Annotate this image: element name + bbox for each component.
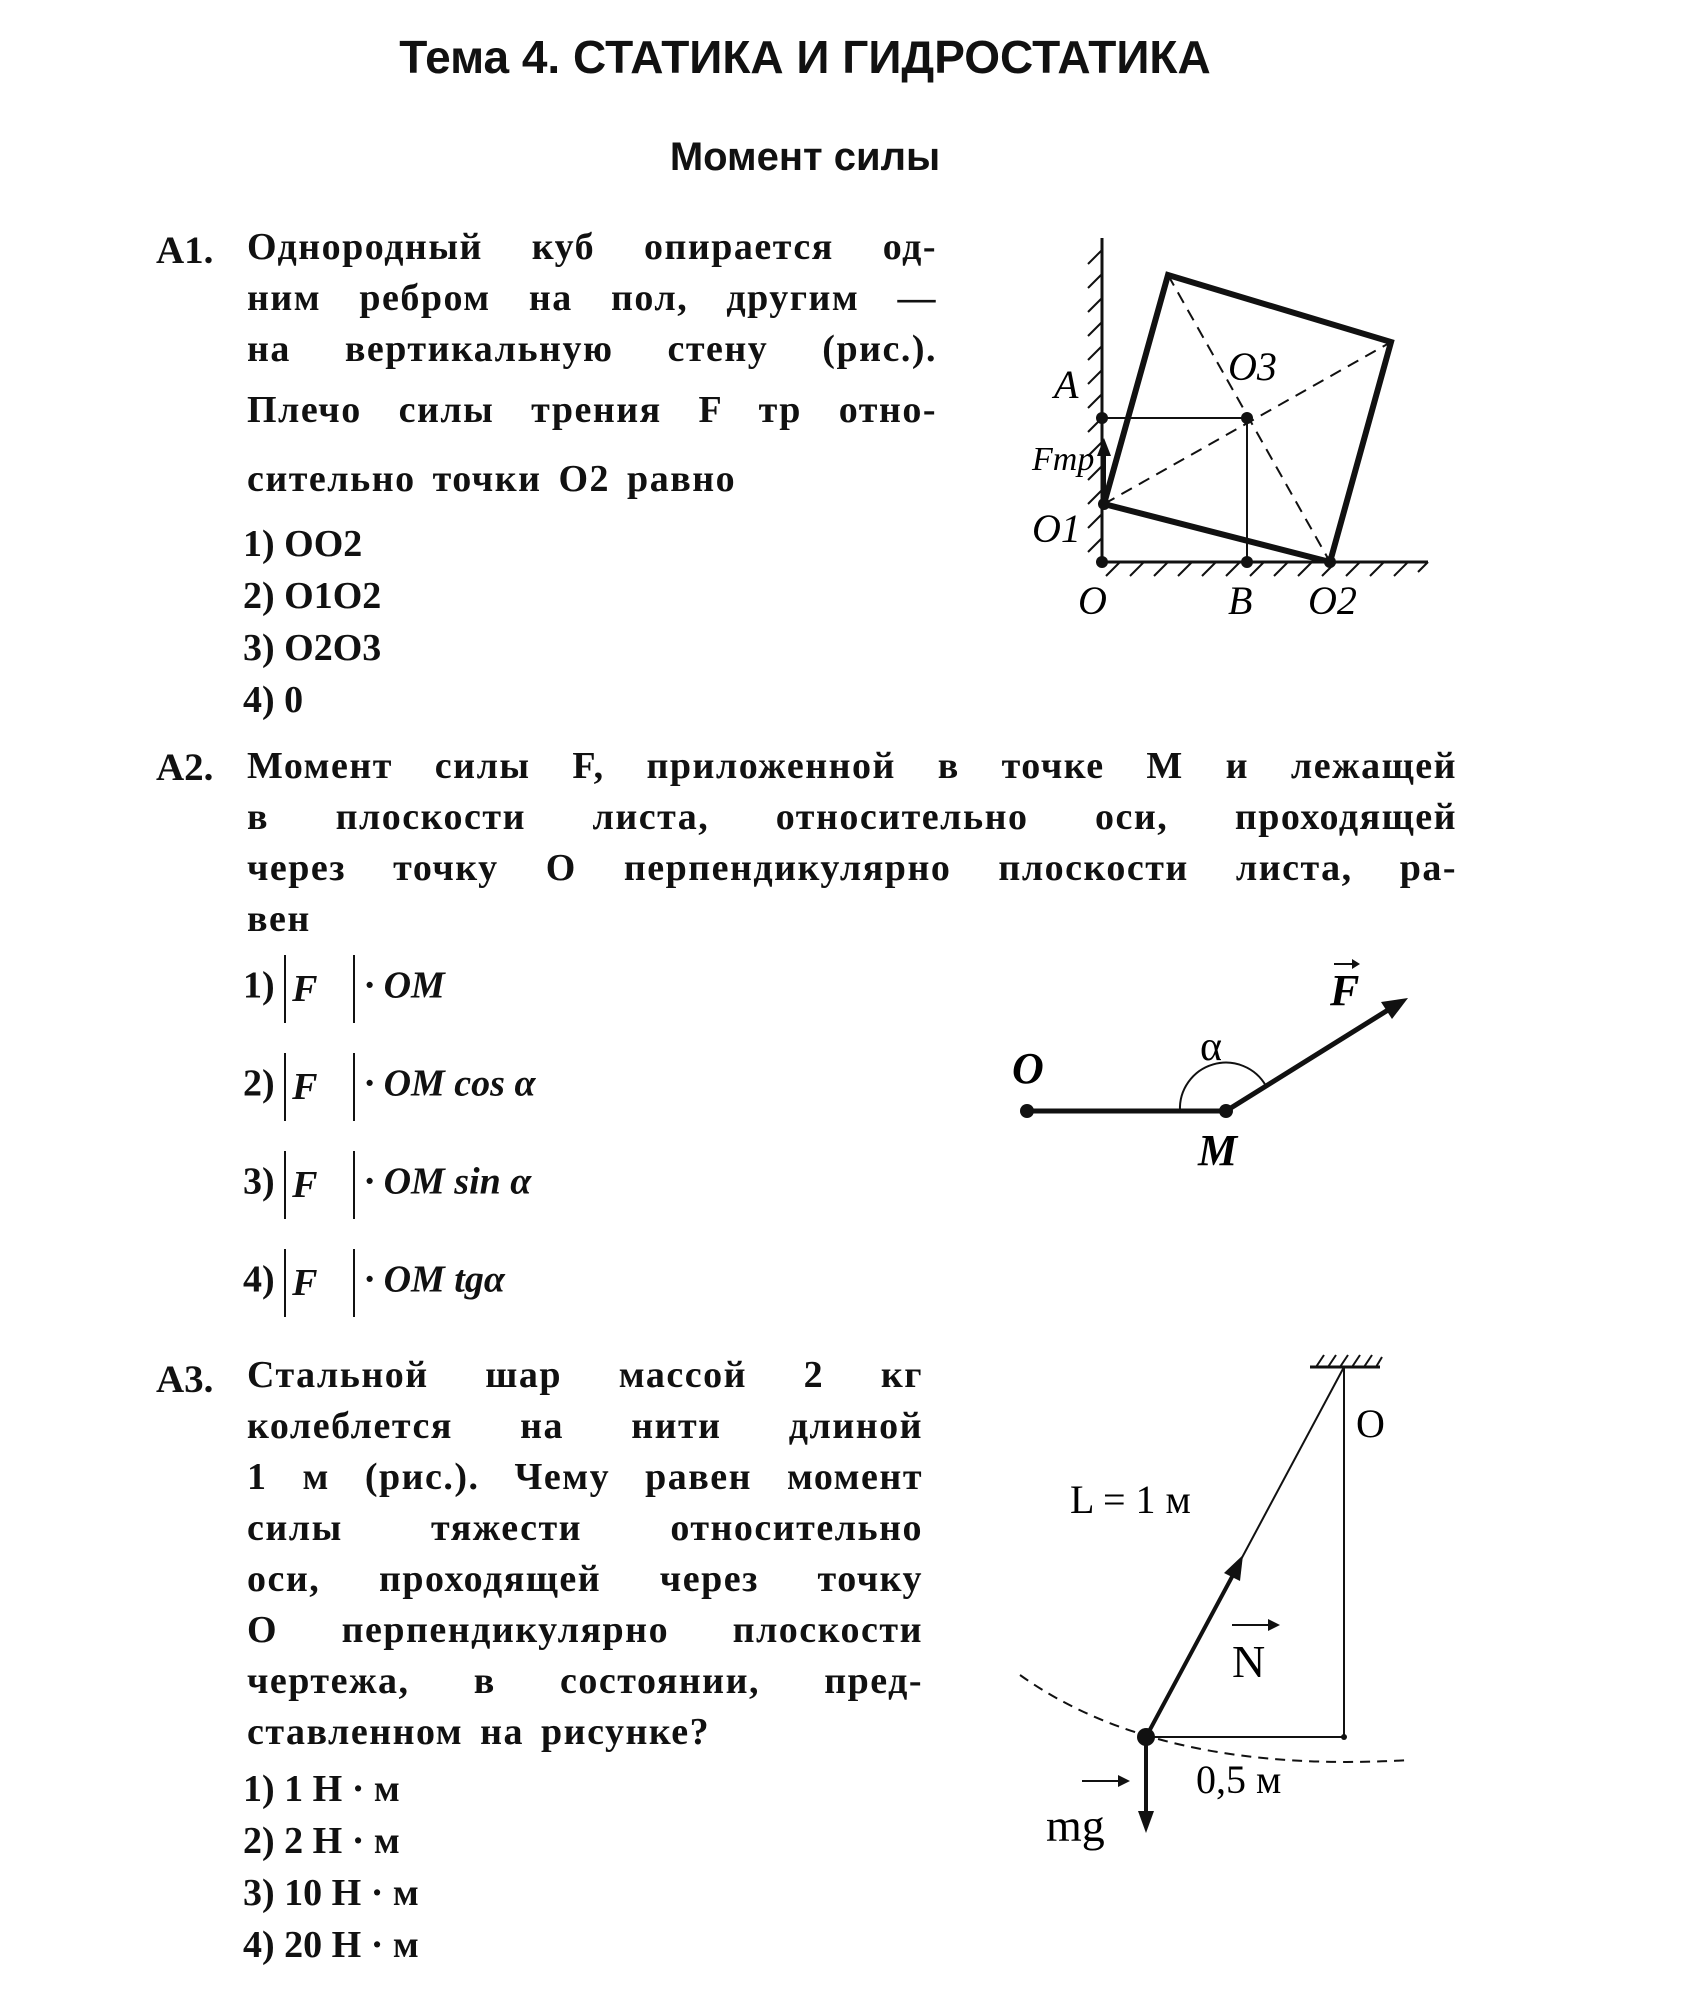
force-magnitude: F⃗ — [284, 1053, 355, 1121]
force-magnitude: F⃗ — [284, 955, 355, 1023]
a1-label-a: A — [1054, 362, 1079, 407]
a3-pendulum-figure — [1010, 1345, 1430, 1865]
a2-force-figure — [1000, 950, 1440, 1190]
force-magnitude: F⃗ — [284, 1249, 355, 1317]
question-a1-number: А1. — [156, 229, 214, 272]
question-a3-line: силы тяжести относительно — [247, 1507, 923, 1549]
a2-option-expression: · OM cos α — [364, 1062, 536, 1105]
a2-label-m: M — [1198, 1126, 1238, 1175]
a1-label-o2: O2 — [1308, 578, 1357, 623]
a3-option-4[interactable]: 4) 20 Н · м — [243, 1924, 419, 1966]
question-a2-line: в плоскости листа, относительно оси, проходящей — [247, 796, 1457, 838]
section-title: Момент силы — [669, 135, 941, 179]
a1-option-2[interactable]: 2) O1O2 — [243, 575, 382, 617]
a2-label-alpha: α — [1200, 1024, 1223, 1070]
a2-option-expression: · OM — [364, 964, 445, 1007]
a1-option-3[interactable]: 3) O2O3 — [243, 627, 382, 669]
question-a3-number: А3. — [156, 1358, 214, 1401]
a2-option-2[interactable] — [243, 1053, 535, 1121]
question-a2-number: А2. — [156, 746, 214, 789]
question-a3-line: ставленном на рисунке? — [247, 1711, 711, 1753]
question-a2-line: Момент силы F, приложенной в точке M и лежащей — [247, 745, 1457, 787]
page-title: Тема 4. СТАТИКА И ГИДРОСТАТИКА — [399, 31, 1211, 83]
question-a1-line: сительно точки O2 равно — [247, 458, 737, 500]
question-a3-line: 1 м (рис.). Чему равен момент — [247, 1456, 923, 1498]
a1-label-b: B — [1228, 578, 1253, 623]
a2-option-number: 3) — [243, 1160, 275, 1203]
a3-label-distance: 0,5 м — [1196, 1757, 1282, 1802]
question-a1-text — [247, 222, 937, 505]
a2-option-number: 4) — [243, 1258, 275, 1301]
question-a3-line: O перпендикулярно плоскости — [247, 1609, 923, 1651]
question-a1-line: на вертикальную стену (рис.). — [247, 328, 937, 370]
a2-option-4[interactable] — [243, 1249, 505, 1317]
question-a2-line: вен — [247, 898, 311, 940]
a1-label-ftr: Fтр — [1032, 441, 1095, 478]
a1-cube-figure — [1010, 230, 1450, 630]
question-a2-line: через точку O перпендикулярно плоскости листа, ра- — [247, 847, 1457, 889]
a3-option-1[interactable]: 1) 1 Н · м — [243, 1768, 400, 1810]
a2-option-1[interactable] — [243, 955, 445, 1023]
question-a2-text — [247, 741, 1457, 945]
a3-label-length: L = 1 м — [1070, 1477, 1191, 1522]
a3-label-mg: mg — [1046, 1800, 1105, 1851]
a3-label-o: O — [1356, 1401, 1385, 1446]
question-a1-line: Однородный куб опирается од- — [247, 226, 937, 268]
a1-option-4[interactable]: 4) 0 — [243, 679, 304, 721]
question-a1-line: ним ребром на пол, другим — — [247, 277, 937, 319]
a3-label-n: N — [1232, 1636, 1266, 1687]
a2-option-expression: · OM sin α — [364, 1160, 532, 1203]
question-a3-line: Стальной шар массой 2 кг — [247, 1354, 923, 1396]
a2-label-o: O — [1012, 1044, 1044, 1093]
question-a3-line: оси, проходящей через точку — [247, 1558, 923, 1600]
a3-option-3[interactable]: 3) 10 Н · м — [243, 1872, 419, 1914]
a1-option-1[interactable]: 1) OO2 — [243, 523, 363, 565]
a2-option-number: 2) — [243, 1062, 275, 1105]
a2-option-expression: · OM tgα — [364, 1258, 505, 1301]
a2-option-3[interactable] — [243, 1151, 531, 1219]
question-a3-text — [247, 1350, 923, 1758]
a1-label-o: O — [1078, 578, 1107, 623]
a2-label-f: F — [1330, 966, 1360, 1015]
question-a1-line: Плечо силы трения F тр отно- — [247, 389, 937, 431]
question-a3-line: колеблется на нити длиной — [247, 1405, 923, 1447]
question-a3-line: чертежа, в состоянии, пред- — [247, 1660, 923, 1702]
force-magnitude: F⃗ — [284, 1151, 355, 1219]
a1-label-o1: O1 — [1032, 506, 1081, 551]
a2-option-number: 1) — [243, 964, 275, 1007]
a1-label-o3: O3 — [1228, 344, 1277, 389]
a3-option-2[interactable]: 2) 2 Н · м — [243, 1820, 400, 1862]
